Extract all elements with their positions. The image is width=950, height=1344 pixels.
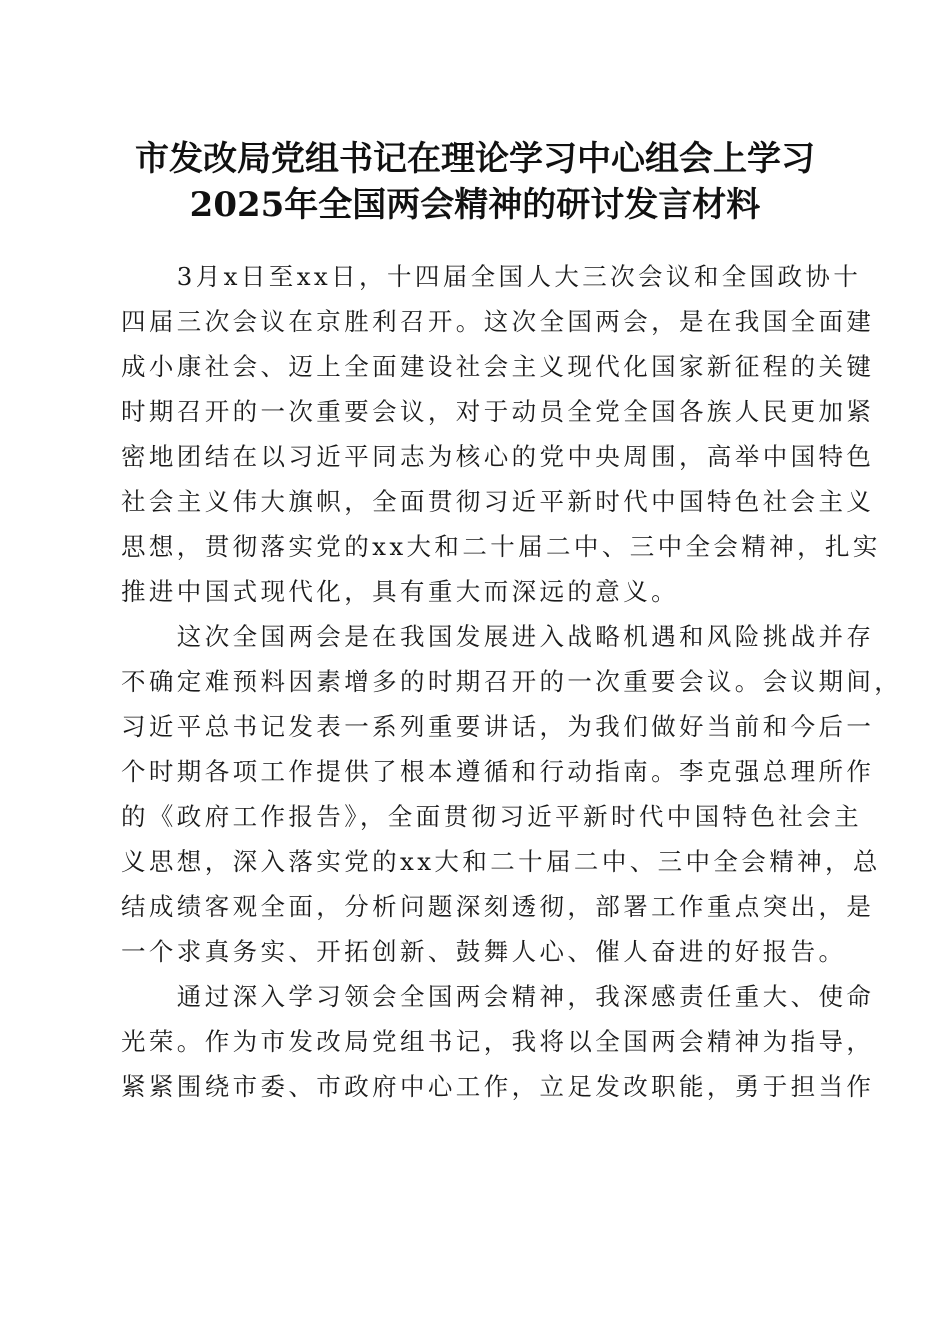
text-line: 推进中国式现代化，具有重大而深远的意义。: [121, 577, 679, 606]
text-line: 时期召开的一次重要会议，对于动员全党全国各族人民更加紧: [121, 397, 875, 426]
text-line: 3月x日至xx日，十四届全国人大三次会议和全国政协十: [121, 262, 862, 291]
text-line: 习近平总书记发表一系列重要讲话，为我们做好当前和今后一: [121, 712, 875, 741]
text-line: 成小康社会、迈上全面建设社会主义现代化国家新征程的关键: [121, 352, 875, 381]
text-line: 个时期各项工作提供了根本遵循和行动指南。李克强总理所作: [121, 757, 875, 786]
paragraph-2: [121, 614, 903, 974]
title-line-1: 市发改局党组书记在理论学习中心组会上学习: [135, 139, 815, 179]
paragraph-1: [121, 254, 881, 614]
document-body: [121, 254, 903, 1109]
paragraph-3: [121, 974, 875, 1109]
text-line: 社会主义伟大旗帜，全面贯彻习近平新时代中国特色社会主义: [121, 487, 875, 516]
text-line: 的《政府工作报告》，全面贯彻习近平新时代中国特色社会主: [121, 802, 863, 831]
text-line: 结成绩客观全面，分析问题深刻透彻，部署工作重点突出，是: [121, 892, 875, 921]
title-line-2: 2025年全国两会精神的研讨发言材料: [189, 185, 761, 225]
text-line: 思想，贯彻落实党的xx大和二十届二中、三中全会精神，扎实: [121, 532, 881, 561]
text-line: 通过深入学习领会全国两会精神，我深感责任重大、使命: [121, 982, 875, 1011]
text-line: 这次全国两会是在我国发展进入战略机遇和风险挑战并存: [121, 622, 875, 651]
text-line: 义思想，深入落实党的xx大和二十届二中、三中全会精神，总: [121, 847, 881, 876]
text-line: 光荣。作为市发改局党组书记，我将以全国两会精神为指导，: [121, 1027, 875, 1056]
document-title: [100, 136, 850, 228]
text-line: 一个求真务实、开拓创新、鼓舞人心、催人奋进的好报告。: [121, 937, 847, 966]
text-line: 四届三次会议在京胜利召开。这次全国两会，是在我国全面建: [121, 307, 875, 336]
text-line: 密地团结在以习近平同志为核心的党中央周围，高举中国特色: [121, 442, 875, 471]
text-line: 紧紧围绕市委、市政府中心工作，立足发改职能，勇于担当作: [121, 1072, 875, 1101]
text-line: 不确定难预料因素增多的时期召开的一次重要会议。会议期间，: [121, 667, 903, 696]
